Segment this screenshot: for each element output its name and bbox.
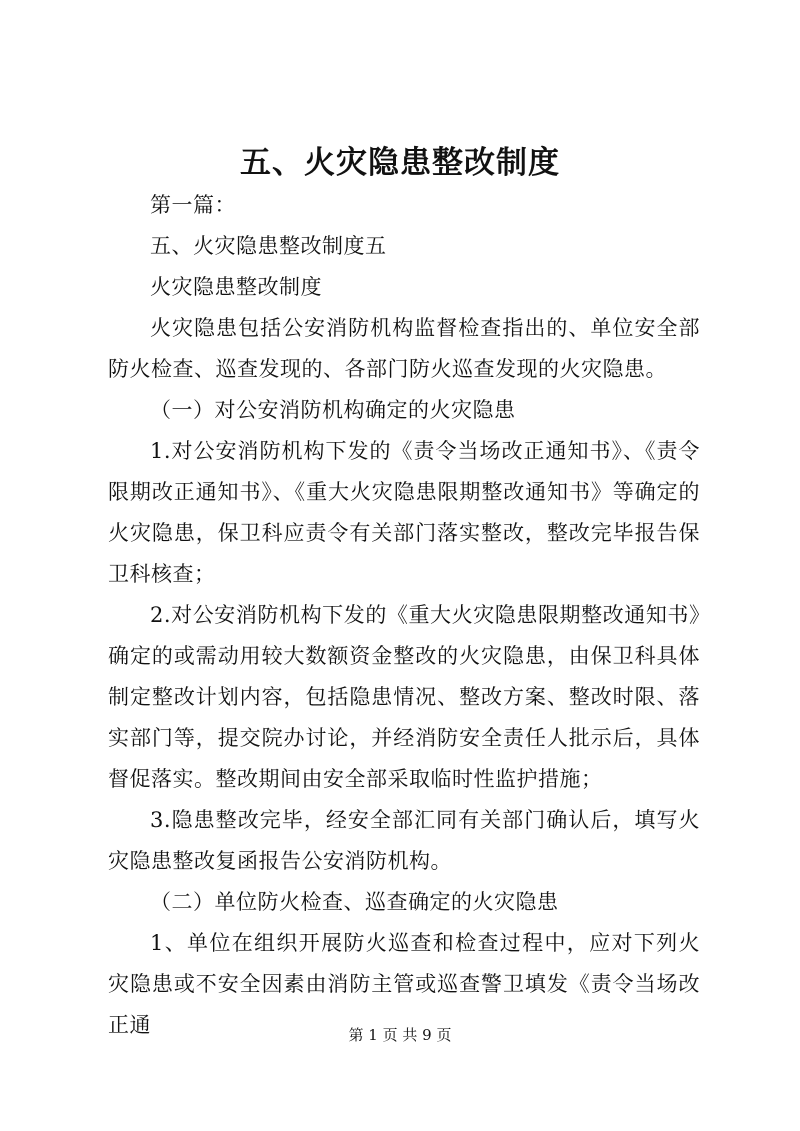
paragraph-item-4: 1、单位在组织开展防火巡查和检查过程中，应对下列火灾隐患或不安全因素由消防主管或巡查警卫填发《责令当场改正通 — [108, 931, 700, 1037]
paragraph-item-2: 2.对公安消防机构下发的《重大火灾隐患限期整改通知书》确定的或需动用较大数额资金整改的火灾隐患，由保卫科具体制定整改计划内容，包括隐患情况、整改方案、整改时限、落实部门等，提交院办讨论，并经消防安全责任人批示后，具体督促落实。整改期间由安全部采取临时性监护措施； — [108, 603, 700, 791]
paragraph-section-one: （一）对公安消防机构确定的火灾隐患 — [150, 398, 516, 422]
paragraph-heading: 五、火灾隐患整改制度五 — [150, 234, 387, 258]
paragraph-item-1: 1.对公安消防机构下发的《责令当场改正通知书》、《责令限期改正通知书》、《重大火灾隐患限期整改通知书》等确定的火灾隐患，保卫科应责令有关部门落实整改，整改完毕报告保卫科核查； — [108, 439, 700, 586]
paragraph-subheading: 火灾隐患整改制度 — [150, 275, 322, 299]
document-body — [108, 185, 700, 1046]
page-title: 五、火灾隐患整改制度 — [240, 145, 560, 181]
paragraph-item-3: 3.隐患整改完毕，经安全部汇同有关部门确认后，填写火灾隐患整改复函报告公安消防机构。 — [108, 808, 700, 873]
paragraph-intro: 火灾隐患包括公安消防机构监督检查指出的、单位安全部防火检查、巡查发现的、各部门防火巡查发现的火灾隐患。 — [108, 316, 700, 381]
paragraph-section-label: 第一篇： — [150, 193, 236, 217]
page-number: 第 1 页 共 9 页 — [348, 1026, 452, 1044]
paragraph-section-two: （二）单位防火检查、巡查确定的火灾隐患 — [150, 890, 559, 914]
